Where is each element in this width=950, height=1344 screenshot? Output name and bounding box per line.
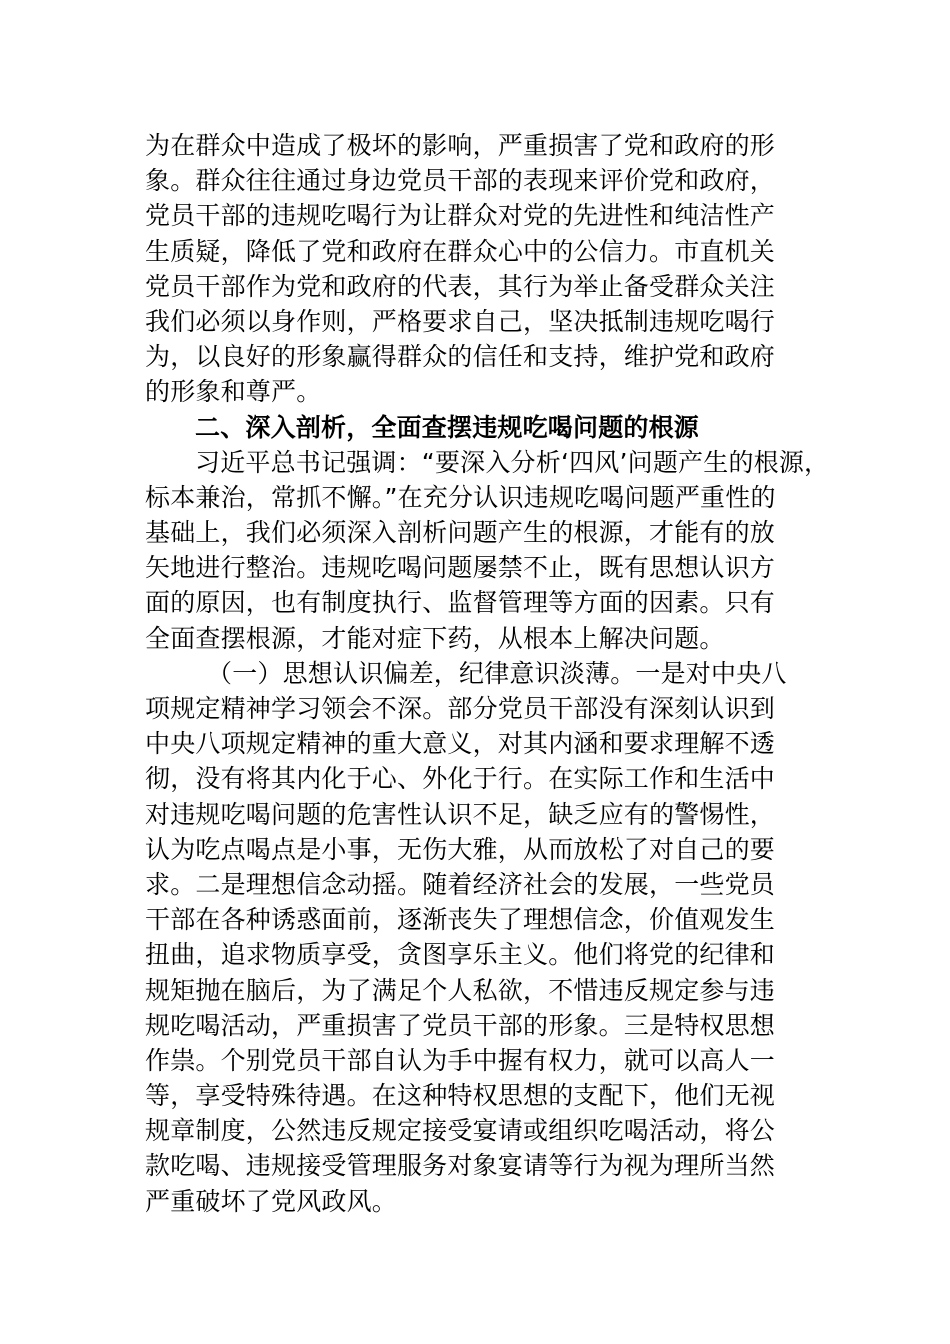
paragraph-1: [145, 128, 825, 410]
text-line: 认为吃点喝点是小事，无伤大雅，从而放松了对自己的要: [145, 834, 776, 864]
text-line: 为，以良好的形象赢得群众的信任和支持，维护党和政府: [145, 342, 776, 372]
text-line: 生质疑，降低了党和政府在群众心中的公信力。市直机关: [145, 236, 776, 266]
text-line: 面的原因，也有制度执行、监督管理等方面的因素。只有: [145, 588, 776, 618]
section-heading: 二、深入剖析，全面查摆违规吃喝问题的根源: [195, 412, 700, 442]
text-line: 扭曲，追求物质享受，贪图享乐主义。他们将党的纪律和: [145, 940, 776, 970]
paragraph-3: [145, 656, 825, 1219]
text-line: 我们必须以身作则，严格要求自己，坚决抵制违规吃喝行: [145, 306, 776, 336]
text-line: 严重破坏了党风政风。: [145, 1186, 398, 1216]
text-line: 干部在各种诱惑面前，逐渐丧失了理想信念，价值观发生: [145, 905, 776, 935]
text-line: 的形象和尊严。: [145, 377, 322, 407]
text-line: 全面查摆根源，才能对症下药，从根本上解决问题。: [145, 623, 725, 653]
text-line: 彻，没有将其内化于心、外化于行。在实际工作和生活中: [145, 764, 776, 794]
text-line: 标本兼治，常抓不懈。”在充分认识违规吃喝问题严重性的: [145, 482, 776, 512]
text-line: 中央八项规定精神的重大意义，对其内涵和要求理解不透: [145, 729, 776, 759]
text-line: 为在群众中造成了极坏的影响，严重损害了党和政府的形: [145, 131, 776, 160]
text-line: （一）思想认识偏差，纪律意识淡薄。一是对中央八: [207, 658, 787, 688]
text-line: 矢地进行整治。违规吃喝问题屡禁不止，既有思想认识方: [145, 553, 776, 583]
text-line: 项规定精神学习领会不深。部分党员干部没有深刻认识到: [145, 694, 776, 723]
text-line: 党员干部的违规吃喝行为让群众对党的先进性和纯洁性产: [145, 201, 776, 231]
text-line: 规章制度，公然违反规定接受宴请或组织吃喝活动，将公: [145, 1116, 776, 1146]
document-body: [145, 128, 830, 1219]
text-line: 款吃喝、违规接受管理服务对象宴请等行为视为理所当然: [145, 1151, 776, 1181]
text-line: 基础上，我们必须深入剖析问题产生的根源，才能有的放: [145, 518, 776, 548]
paragraph-2: [145, 445, 830, 656]
text-line: 等，享受特殊待遇。在这种特权思想的支配下，他们无视: [145, 1081, 776, 1111]
text-line: 党员干部作为党和政府的代表，其行为举止备受群众关注: [145, 271, 776, 301]
text-line: 规矩抛在脑后，为了满足个人私欲，不惜违反规定参与违: [145, 975, 776, 1005]
text-line: 求。二是理想信念动摇。随着经济社会的发展，一些党员: [145, 869, 776, 899]
text-line: 象。群众往往通过身边党员干部的表现来评价党和政府，: [145, 166, 776, 196]
text-line: 习近平总书记强调：“要深入分析‘四风’问题产生的根源，: [195, 447, 830, 477]
text-line: 对违规吃喝问题的危害性认识不足，缺乏应有的警惕性，: [145, 799, 776, 829]
text-line: 作祟。个别党员干部自认为手中握有权力，就可以高人一: [145, 1045, 776, 1075]
text-line: 规吃喝活动，严重损害了党员干部的形象。三是特权思想: [145, 1010, 776, 1040]
